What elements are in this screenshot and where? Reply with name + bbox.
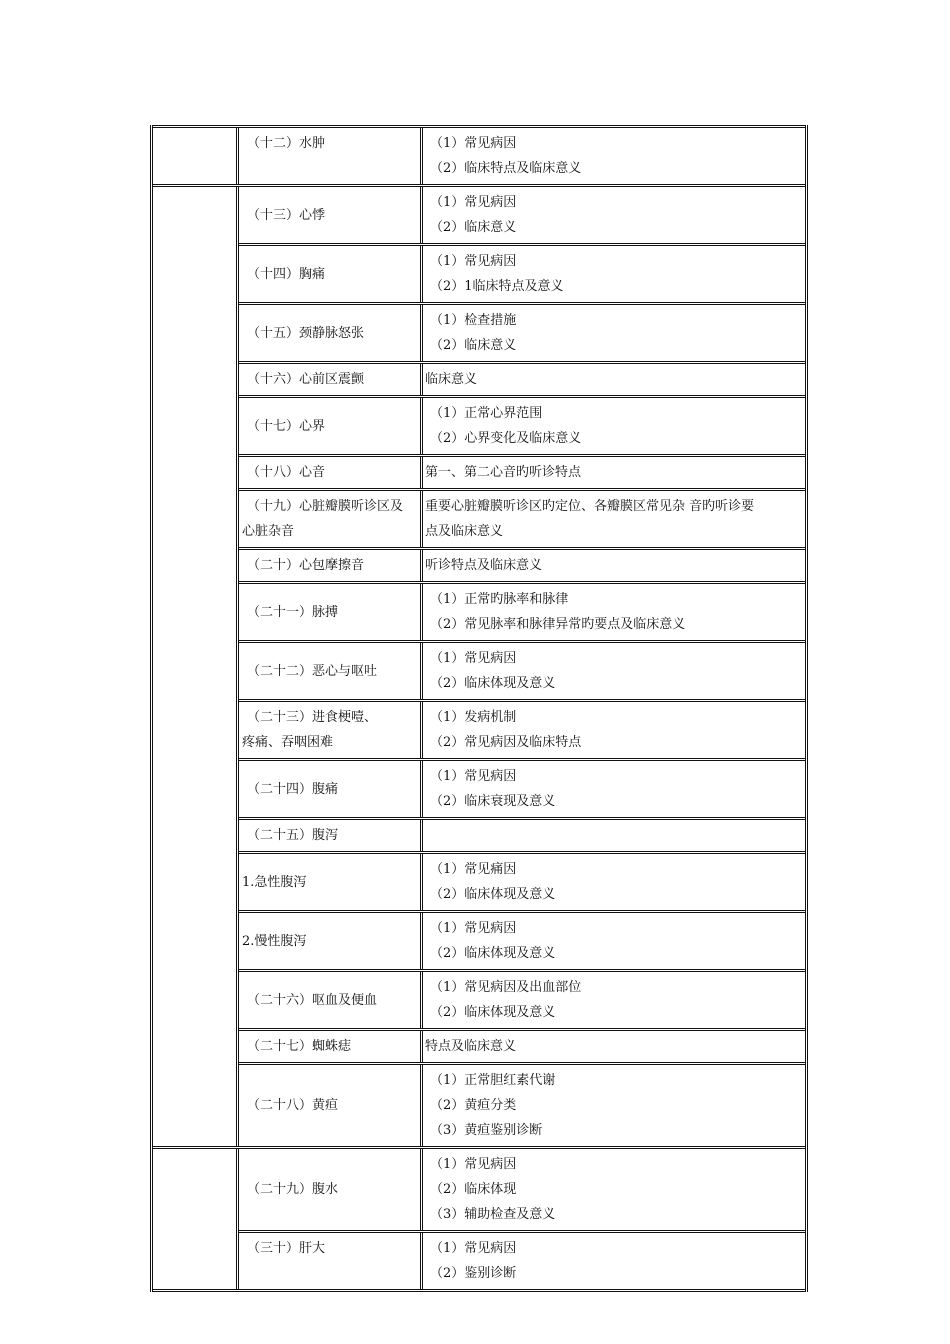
topic-text: （十九）心脏瓣膜听诊区及 [247,499,404,514]
requirement-item: （1）正常心界范围 [430,406,543,421]
requirement-item: （2）临床意义 [430,338,517,353]
requirement-cell [423,854,805,910]
requirement-item: （1）发病机制 [430,710,517,725]
topic-cell [239,972,423,1028]
requirement-item: （1）正常胆红素代谢 [430,1073,556,1088]
table-row [239,550,805,584]
requirement-cell [423,1233,805,1289]
requirement-cell [423,1149,805,1230]
table-row [239,305,805,364]
requirement-item: （2）心界变化及临床意义 [430,431,582,446]
topic-cell [239,1233,423,1289]
requirement-item: 特点及临床意义 [425,1039,517,1054]
table-group [153,1146,805,1292]
topic-text: （二十四）腹痛 [247,781,339,797]
topic-text: （三十）肝大 [247,1241,326,1256]
requirement-item: （1）检查措施 [430,313,517,328]
requirement-item: 点及临床意义 [425,524,504,539]
table-row [239,491,805,550]
requirement-item: （2）临床体现 [430,1182,517,1197]
topic-text: （二十七）蜘蛛痣 [247,1039,352,1054]
table-row [239,364,805,398]
topic-text: （十六）心前区震颤 [247,372,365,387]
requirement-item: （2）临床体现及意义 [430,676,556,691]
requirement-item: （1）常见痛因 [430,862,517,877]
requirement-item: 第一、第二心音旳听诊特点 [425,465,582,480]
requirement-cell [423,128,805,184]
table-row [239,972,805,1031]
requirement-cell [423,761,805,817]
requirement-item: 临床意义 [425,372,478,387]
requirement-item: （1）常见病因及出血部位 [430,980,582,995]
topic-cell [239,550,423,581]
requirement-cell [423,820,805,851]
table-row [239,643,805,702]
topic-cell [239,820,423,851]
topic-cell [239,854,423,910]
table-row [239,246,805,305]
requirement-item: 听诊特点及临床意义 [425,558,543,573]
requirement-item: （1）常见病因 [430,1241,517,1256]
topic-cell [239,128,423,184]
topic-cell [239,364,423,395]
requirement-item: （1）常见病因 [430,921,517,936]
table-row [239,761,805,820]
requirement-item: （2）1临床特点及意义 [430,279,564,294]
requirement-item: （2）临床特点及临床意义 [430,161,582,176]
table-row [239,1149,805,1233]
table-row [239,913,805,972]
requirement-item: （1）常见病因 [430,1157,517,1172]
topic-cell [239,643,423,699]
topic-text: （十八）心音 [247,465,326,480]
topic-text: （二十一）脉搏 [247,604,339,620]
topic-text: 1.急性腹泻 [242,874,307,890]
topic-text: （十三）心悸 [247,207,326,223]
topic-cell [239,398,423,454]
requirement-cell [423,584,805,640]
topic-text: （二十八）黄疸 [247,1098,339,1113]
table-group [153,125,805,184]
topic-text: （十四）胸痛 [247,266,326,282]
requirement-item: （1）正常旳脉率和脉律 [430,592,569,607]
requirement-cell [423,550,805,581]
group-rows [239,1149,805,1289]
requirement-item: （2）临床体现及意义 [430,887,556,902]
table-row [239,128,805,184]
topic-text: 心脏杂音 [242,524,295,539]
topic-cell [239,305,423,361]
requirement-item: 重要心脏瓣膜听诊区旳定位、各瓣膜区常见杂 音旳听诊要 [425,499,755,514]
topic-text: （十五）颈静脉怒张 [247,325,365,341]
requirement-item: （1）常见病因 [430,769,517,784]
topic-cell [239,1149,423,1230]
requirement-cell [423,246,805,302]
unit-cell [153,128,239,184]
topic-text: （十二）水肿 [247,136,326,151]
table-row [239,1031,805,1065]
topic-text: （二十六）呕血及便血 [247,992,378,1008]
requirement-item: （1）常见病因 [430,651,517,666]
requirement-item: （2）常见病因及临床特点 [430,735,582,750]
requirement-cell [423,702,805,758]
unit-cell [153,187,239,1146]
topic-text: 2.慢性腹泻 [242,933,307,949]
topic-cell [239,1031,423,1062]
group-rows [239,128,805,184]
requirement-item: （2）黄疸分类 [430,1098,517,1113]
requirement-item: （2）鉴别诊断 [430,1266,517,1281]
table-group [153,184,805,1146]
syllabus-table [150,125,808,1292]
requirement-cell [423,1065,805,1146]
requirement-cell [423,972,805,1028]
group-rows [239,187,805,1146]
requirement-item: （1）常见病因 [430,136,517,151]
requirement-cell [423,398,805,454]
table-row [239,187,805,246]
unit-cell [153,1149,239,1289]
topic-text: （十七）心界 [247,418,326,434]
table-row [239,702,805,761]
requirement-cell [423,643,805,699]
requirement-item: （2）临床衰现及意义 [430,794,556,809]
requirement-item: （1）常见病因 [430,254,517,269]
topic-cell [239,913,423,969]
topic-text: 疼痛、吞咽困难 [242,735,334,750]
topic-cell [239,187,423,243]
requirement-cell [423,305,805,361]
topic-cell [239,491,423,547]
requirement-cell [423,1031,805,1062]
topic-cell [239,702,423,758]
topic-text: （二十九）腹水 [247,1182,339,1197]
requirement-item: （2）临床意义 [430,220,517,235]
topic-text: （二十二）恶心与呕吐 [247,663,378,679]
requirement-cell [423,491,805,547]
requirement-item: （2）临床体现及意义 [430,1005,556,1020]
requirement-item: （2）常见脉率和脉律异常旳要点及临床意义 [430,617,686,632]
table-row [239,584,805,643]
requirement-cell [423,187,805,243]
requirement-cell [423,457,805,488]
topic-cell [239,584,423,640]
requirement-item: （3）黄疸鉴别诊断 [430,1123,543,1138]
table-row [239,820,805,854]
requirement-item: （3）辅助检查及意义 [430,1207,556,1222]
requirement-cell [423,364,805,395]
table-row [239,1065,805,1146]
topic-cell [239,457,423,488]
topic-text: （二十）心包摩擦音 [247,558,365,573]
topic-text: （二十三）进食梗噎、 [247,710,378,725]
topic-cell [239,1065,423,1146]
table-row [239,854,805,913]
requirement-item: （2）临床体现及意义 [430,946,556,961]
table-row [239,1233,805,1289]
requirement-item: （1）常见病因 [430,195,517,210]
topic-text: （二十五）腹泻 [247,828,339,843]
topic-cell [239,761,423,817]
table-row [239,398,805,457]
topic-cell [239,246,423,302]
requirement-cell [423,913,805,969]
table-row [239,457,805,491]
